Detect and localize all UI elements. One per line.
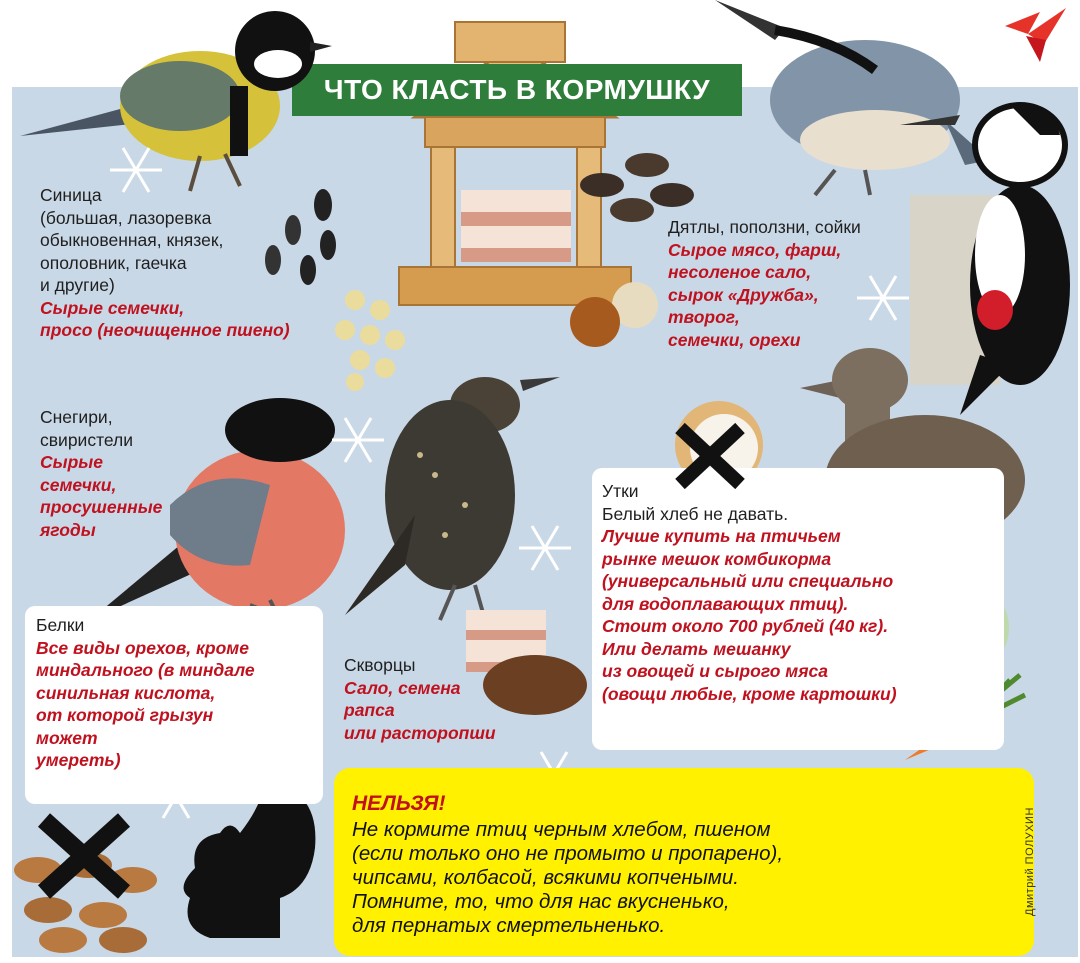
author-credit: Дмитрий ПОЛУХИН bbox=[1024, 807, 1036, 916]
ducks-food-line: (овощи любые, кроме картошки) bbox=[602, 683, 897, 704]
woodpeckers-text bbox=[668, 216, 861, 351]
squirrels-food-line: синильная кислота, bbox=[36, 682, 216, 703]
ducks-food-line: Или делать мешанку bbox=[602, 638, 791, 659]
ducks-food-line: для водоплавающих птиц). bbox=[602, 593, 849, 614]
warning-text bbox=[352, 818, 783, 938]
tits-food-line: Сырые семечки, bbox=[40, 297, 185, 318]
starlings-text bbox=[344, 654, 496, 744]
warning-title: НЕЛЬЗЯ! bbox=[352, 792, 446, 815]
tits-label-line: Синица bbox=[40, 185, 102, 205]
ducks-food-line: (универсальный или специально bbox=[602, 571, 894, 591]
starlings-label-line: Скворцы bbox=[344, 655, 416, 675]
ducks-label-line: Белый хлеб не давать. bbox=[602, 503, 789, 524]
squirrels-label-line: Белки bbox=[36, 615, 85, 635]
title-banner bbox=[292, 64, 742, 116]
cross-icon bbox=[36, 812, 132, 900]
bullfinches-label-line: Снегири, bbox=[40, 407, 113, 427]
starling-illustration bbox=[345, 365, 560, 625]
ducks-text bbox=[602, 480, 897, 705]
tits-food-line: просо (неочищенное пшено) bbox=[40, 320, 290, 340]
bullfinches-food-line: просушенные bbox=[40, 497, 163, 517]
tits-text bbox=[40, 184, 290, 342]
tit-illustration bbox=[10, 6, 330, 196]
starlings-food-line: или расторопши bbox=[344, 722, 496, 743]
bullfinches-text bbox=[40, 406, 162, 541]
squirrels-food-line: миндального (в миндале bbox=[36, 660, 255, 680]
starlings-food-line: рапса bbox=[344, 700, 395, 720]
ducks-food-line: рынке мешок комбикорма bbox=[602, 548, 832, 569]
snowflake-icon bbox=[517, 520, 573, 576]
tits-label-line: и другие) bbox=[40, 275, 115, 295]
bullfinches-food-line: семечки, bbox=[40, 474, 117, 495]
ducks-food-line: Лучше купить на птичьем bbox=[602, 526, 841, 546]
woodpeckers-food-line: Сырое мясо, фарш, bbox=[668, 239, 842, 260]
ducks-label-line: Утки bbox=[602, 481, 639, 501]
squirrels-food-line: от которой грызун bbox=[36, 705, 214, 725]
squirrels-text bbox=[36, 614, 255, 772]
warning-line: (если только оно не промыто и пропарено), bbox=[352, 842, 784, 865]
warning-line: Не кормите птиц черным хлебом, пшеном bbox=[352, 818, 771, 841]
warning-line: Помните, то, что для нас вкусненько, bbox=[352, 890, 730, 913]
ducks-food-line: Стоит около 700 рублей (40 кг). bbox=[602, 616, 889, 636]
squirrels-food-line: может bbox=[36, 727, 98, 748]
tits-label-line: ополовник, гаечка bbox=[40, 252, 187, 273]
squirrels-food-line: Все виды орехов, кроме bbox=[36, 637, 249, 658]
tits-label-line: обыкновенная, князек, bbox=[40, 230, 224, 250]
tits-label-line: (большая, лазоревка bbox=[40, 207, 212, 228]
woodpeckers-food-line: сырок «Дружба», bbox=[668, 284, 819, 305]
warning-line: чипсами, колбасой, всякими копчеными. bbox=[352, 866, 739, 889]
warning-line: для пернатых смертельненько. bbox=[352, 914, 666, 937]
millet-illustration bbox=[325, 290, 415, 390]
woodpeckers-food-line: творог, bbox=[668, 307, 740, 327]
bullfinches-food-line: Сырые bbox=[40, 452, 103, 472]
bullfinches-food-line: ягоды bbox=[40, 519, 96, 540]
squirrels-food-line: умереть) bbox=[36, 750, 121, 770]
logo-bird-icon bbox=[1000, 4, 1070, 64]
bullfinches-label-line: свиристели bbox=[40, 429, 134, 450]
woodpeckers-food-line: семечки, орехи bbox=[668, 329, 801, 350]
starlings-food-line: Сало, семена bbox=[344, 677, 461, 698]
snowflake-icon bbox=[330, 412, 386, 468]
woodpeckers-food-line: несоленое сало, bbox=[668, 262, 812, 282]
page-title: ЧТО КЛАСТЬ В КОРМУШКУ bbox=[323, 74, 711, 105]
hazelnuts-illustration bbox=[565, 280, 660, 350]
woodpeckers-label-line: Дятлы, поползни, сойки bbox=[668, 217, 861, 237]
feed-pellets-illustration bbox=[480, 645, 590, 720]
ducks-food-line: из овощей и сырого мяса bbox=[602, 661, 828, 681]
snowflake-icon bbox=[855, 270, 911, 326]
